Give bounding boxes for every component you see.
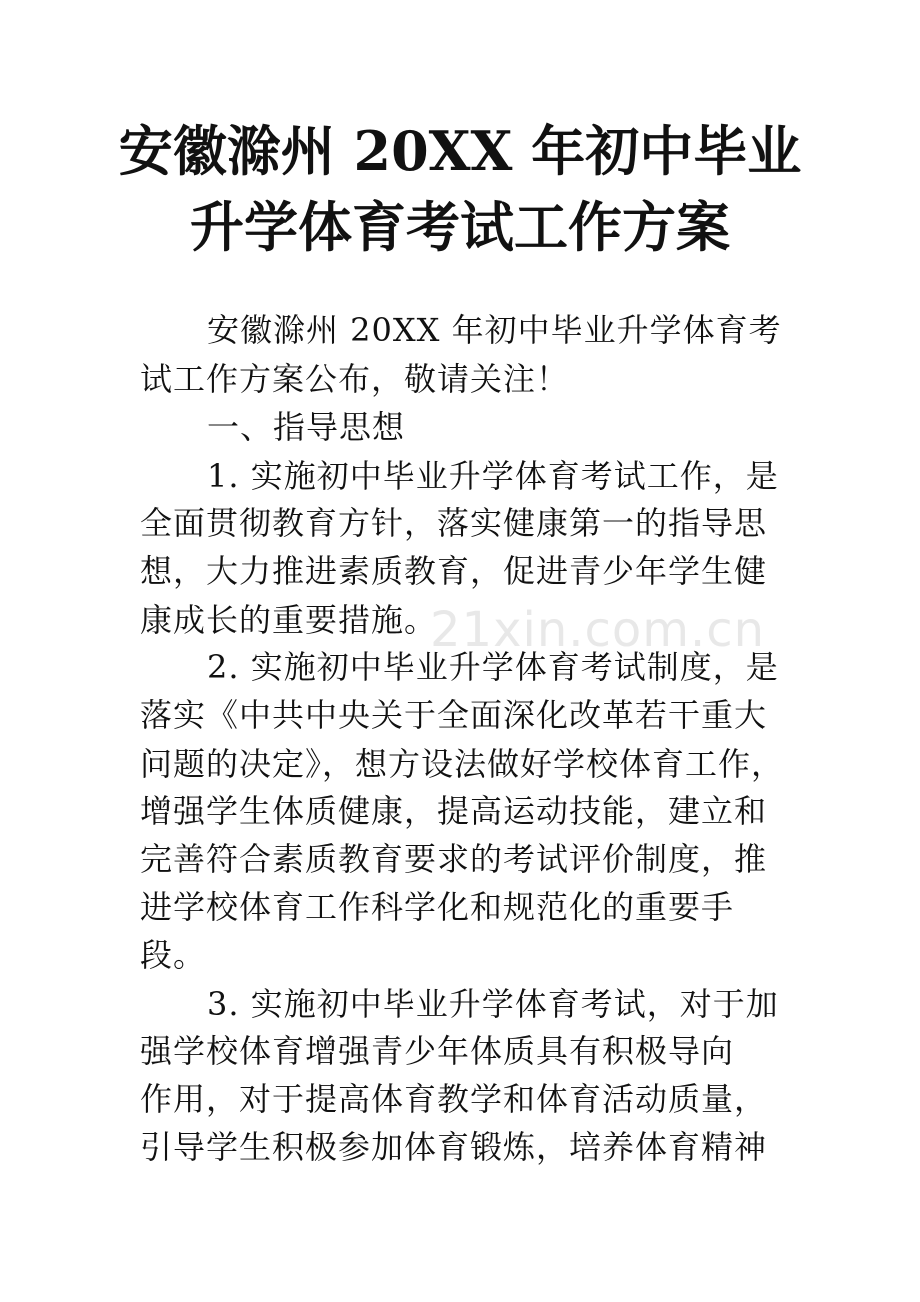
paragraph-line: 进学校体育工作科学化和规范化的重要手 <box>140 888 735 926</box>
paragraph-line: 想，大力推进素质教育，促进青少年学生健 <box>140 552 768 590</box>
paragraph-line: 康成长的重要措施。 <box>140 601 438 639</box>
document-title-line-2: 升学体育考试工作方案 <box>190 195 730 259</box>
paragraph-line: 段。 <box>140 936 207 974</box>
paragraph-line: 试工作方案公布，敬请关注！ <box>140 360 570 398</box>
paragraph-line: 引导学生积极参加体育锻炼，培养体育精神 <box>140 1128 768 1166</box>
paragraph-line: 强学校体育增强青少年体质具有积极导向 <box>140 1032 735 1070</box>
paragraph-line: 完善符合素质教育要求的考试评价制度，推 <box>140 840 768 878</box>
section-heading: 一、指导思想 <box>207 408 406 446</box>
paragraph-line: 安徽滁州 20XX 年初中毕业升学体育考 <box>207 311 782 349</box>
paragraph-line: 作用，对于提高体育教学和体育活动质量， <box>140 1080 768 1118</box>
paragraph-line: 增强学生体质健康，提高运动技能，建立和 <box>140 792 768 830</box>
paragraph-line: 全面贯彻教育方针，落实健康第一的指导思 <box>140 504 768 542</box>
paragraph-line: 3. 实施初中毕业升学体育考试，对于加 <box>207 985 779 1023</box>
watermark: 21xin.com.cn <box>430 602 766 658</box>
document-title-line-1: 安徽滁州 20XX 年初中毕业 <box>118 119 802 183</box>
paragraph-line: 落实《中共中央关于全面深化改革若干重大 <box>140 696 768 734</box>
paragraph-line: 2. 实施初中毕业升学体育考试制度，是 <box>207 648 779 686</box>
paragraph-line: 问题的决定》，想方设法做好学校体育工作， <box>140 745 785 783</box>
paragraph-line: 1. 实施初中毕业升学体育考试工作，是 <box>207 457 779 495</box>
